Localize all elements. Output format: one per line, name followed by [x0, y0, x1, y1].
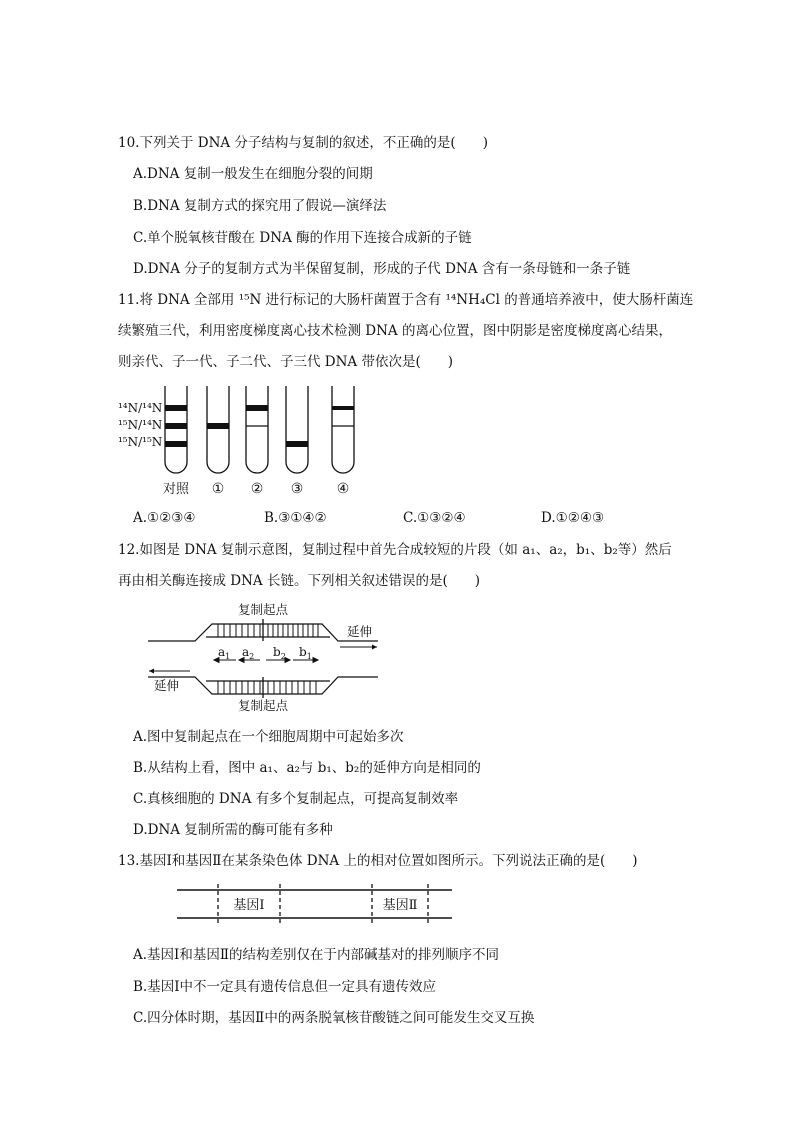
q11-stem-line-2: 续繁殖三代，利用密度梯度离心技术检测 DNA 的离心位置，图中阴影是密度梯度离心结果，: [118, 323, 672, 339]
q10-option-b: B.DNA 复制方式的探究用了假说—演绎法: [133, 198, 387, 214]
q10-option-c: C.单个脱氧核苷酸在 DNA 酶的作用下连接合成新的子链: [133, 230, 472, 246]
q10-stem: 10.下列关于 DNA 分子结构与复制的叙述，不正确的是( ): [118, 135, 488, 151]
label-b2: $b_2$: [273, 645, 286, 661]
q12-option-a: A.图中复制起点在一个细胞周期中可起始多次: [133, 729, 404, 745]
q11-option-a: A.①②③④: [133, 510, 196, 526]
q11-stem-line-3: 则亲代、子一代、子二代、子三代 DNA 带依次是( ): [118, 354, 454, 370]
origin-label-bottom: 复制起点: [237, 698, 289, 713]
tube-label-4: ④: [336, 481, 350, 497]
q10-option-d: D.DNA 分子的复制方式为半保留复制，形成的子代 DNA 含有一条母链和一条子链: [133, 261, 631, 277]
tube-4: [332, 386, 354, 473]
extend-arrowhead-right: [372, 645, 377, 650]
q11-centrifuge-figure: [112, 378, 384, 500]
q12-replication-figure: [140, 600, 390, 716]
tube-3: [286, 386, 308, 473]
label-14n-14n: ¹⁴N/¹⁴N: [118, 401, 163, 415]
gene-1-label: 基因Ⅰ: [233, 898, 265, 913]
extend-label-right: 延伸: [347, 624, 373, 639]
origin-label-top: 复制起点: [237, 602, 289, 617]
q12-option-d: D.DNA 复制所需的酶可能有多种: [133, 822, 333, 838]
q13-option-a: A.基因Ⅰ和基因Ⅱ的结构差别仅在于内部碱基对的排列顺序不同: [133, 947, 500, 963]
fragment-labels: [218, 645, 312, 661]
q11-options-row: [0, 509, 794, 529]
q12-stem-line-2: 再由相关酶连接成 DNA 长链。下列相关叙述错误的是( ): [118, 573, 481, 589]
tube-label-2: ②: [250, 481, 264, 497]
tube-2: [246, 386, 268, 473]
label-15n-14n: ¹⁵N/¹⁴N: [118, 418, 163, 432]
tube-control: [165, 386, 187, 473]
tube-label-control: 对照: [162, 482, 190, 497]
q13-gene-figure: [172, 884, 458, 924]
extend-label-left: 延伸: [154, 678, 180, 693]
q12-option-b: B.从结构上看，图中 a₁、a₂与 b₁、b₂的延伸方向是相同的: [133, 760, 481, 776]
base-pairs-bottom: [218, 681, 316, 694]
q12-stem-line-1: 12.如图是 DNA 复制示意图，复制过程中首先合成较短的片段（如 a₁、a₂，b₁、b₂等）然后: [118, 542, 672, 558]
label-a2: $a_2$: [242, 645, 255, 661]
base-pairs-top: [218, 624, 318, 637]
q12-option-c: C.真核细胞的 DNA 有多个复制起点，可提高复制效率: [133, 791, 459, 807]
label-b1: $b_1$: [299, 645, 312, 661]
gene-2-label: 基因Ⅱ: [382, 898, 418, 913]
q11-stem-line-1: 11.将 DNA 全部用 ¹⁵N 进行标记的大肠杆菌置于含有 ¹⁴NH₄Cl 的普通培养液中，使大肠杆菌连: [118, 292, 694, 308]
q11-option-c: C.①③②④: [403, 510, 466, 526]
tube-label-3: ③: [290, 481, 304, 497]
q13-stem: 13.基因Ⅰ和基因Ⅱ在某条染色体 DNA 上的相对位置如图所示。下列说法正确的是( ): [118, 853, 638, 869]
q13-option-c: C.四分体时期，基因Ⅱ中的两条脱氧核苷酸链之间可能发生交叉互换: [133, 1010, 535, 1026]
q11-option-b: B.③①④②: [264, 510, 327, 526]
label-15n-15n: ¹⁵N/¹⁵N: [118, 435, 163, 449]
tube-label-1: ①: [211, 481, 225, 497]
tube-1: [207, 386, 229, 473]
q11-option-d: D.①②④③: [541, 510, 605, 526]
label-a1: $a_1$: [218, 645, 231, 661]
q10-option-a: A.DNA 复制一般发生在细胞分裂的间期: [133, 166, 373, 182]
extend-arrowhead-left: [149, 669, 154, 674]
q13-option-b: B.基因Ⅰ中不一定具有遗传信息但一定具有遗传效应: [133, 979, 437, 995]
